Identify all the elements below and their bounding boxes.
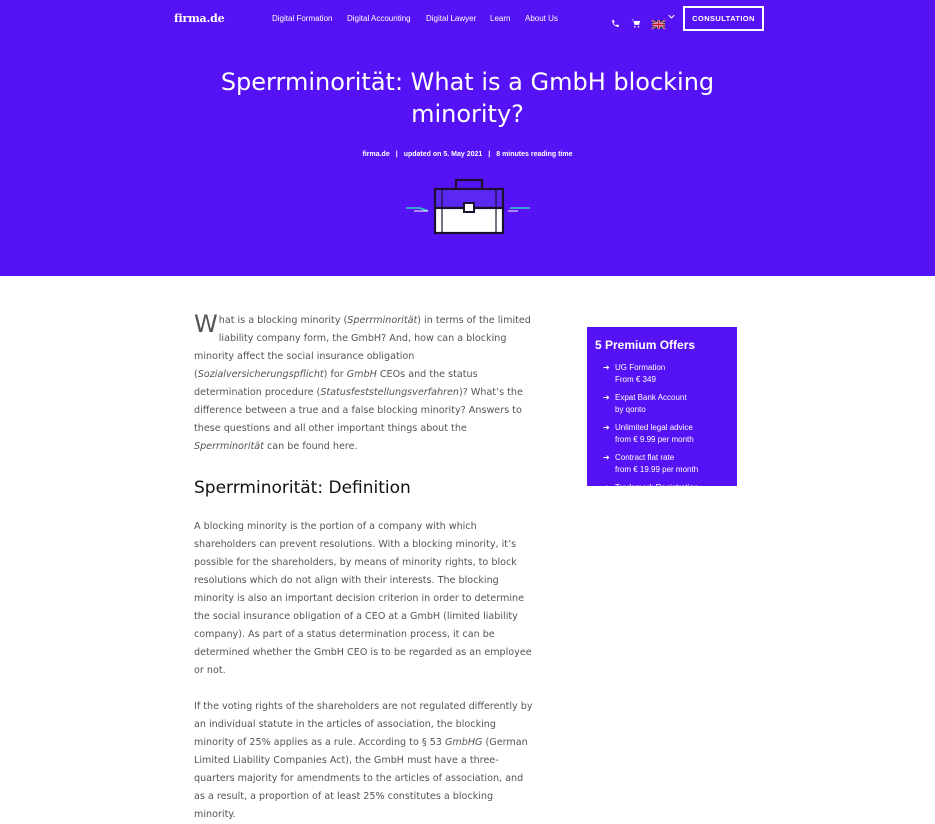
offer-price: by qonto [615, 405, 646, 414]
nav-item-about-us[interactable]: About Us [525, 14, 558, 23]
offer-name: UG Formation [615, 363, 666, 372]
offer-name: Trademark Registration [615, 483, 699, 492]
hero-banner [0, 0, 935, 276]
intro-italic-term: Sozialversicherungspflicht [197, 369, 324, 380]
arrow-right-icon: ➔ [603, 363, 610, 372]
meta-separator: | [395, 151, 398, 158]
meta-author[interactable]: firma.de [362, 151, 390, 158]
intro-text: )? What’s the difference between a true and a false blocking minority? Answers to these questions and all other important things about the [194, 387, 523, 434]
phone-icon[interactable] [611, 13, 620, 32]
consultation-button[interactable]: CONSULTATION [683, 6, 764, 31]
offer-price: From € 349 [615, 375, 656, 384]
article-meta [0, 151, 935, 158]
uk-flag-icon[interactable] [652, 14, 665, 23]
nav-item-digital-accounting[interactable]: Digital Accounting [347, 14, 411, 23]
offer-name: Unlimited legal advice [615, 423, 693, 432]
chevron-down-icon[interactable] [668, 13, 675, 22]
nav-item-learn[interactable]: Learn [490, 14, 511, 23]
intro-text [194, 310, 531, 452]
intro-italic-term: Sperrminorität [194, 441, 264, 452]
offers-title: 5 Premium Offers [595, 338, 696, 352]
intro-text: can be found here. [263, 441, 358, 452]
meta-updated: updated on 5. May 2021 [403, 151, 483, 158]
definition-paragraph: A blocking minority is the portion of a company with which shareholders can prevent resolutions. With a blocking minority, it’s possible for the shareholders, by means of minority rights, to block resolutions which do not align with their interests. The blocking minority is also an important decision criterion in order to determine the social insurance obligation of a CEO at a GmbH (limited liability company). As part of a status determination process, it can be determined whether the GmbH CEO is to be regarded as an employee or not. [194, 521, 532, 676]
intro-italic-term: Sperrminorität [347, 315, 418, 326]
offer-item[interactable] [603, 452, 698, 476]
section-heading: Sperrminorität: Definition [194, 478, 411, 498]
offer-item[interactable] [603, 422, 694, 446]
meta-reading-time: 8 minutes reading time [496, 151, 573, 158]
arrow-right-icon: ➔ [603, 483, 610, 492]
nav-item-digital-lawyer[interactable]: Digital Lawyer [426, 14, 477, 23]
intro-text: ) for [323, 369, 347, 380]
article-body [194, 312, 534, 824]
para-text: If the voting rights of the shareholders are not regulated differently by an individual statute in the articles of association, the blocking minority of 25% applies as a rule. According to § 53 [194, 701, 533, 748]
para-italic-term: GmbHG [444, 737, 483, 748]
intro-text: hat is a blocking minority ( [218, 315, 348, 326]
intro-italic-term: GmbH [346, 369, 377, 380]
briefcase-icon [404, 176, 532, 236]
cart-icon[interactable] [631, 13, 641, 32]
para-text: (German Limited Liability Companies Act), the GmbH must have a three-quarters majority for amendments to the articles of association, and as a result, a proportion of at least 25% constitutes a blocking minority. [194, 737, 528, 820]
offer-item[interactable] [603, 362, 665, 386]
voting-rights-paragraph [194, 698, 534, 824]
offer-price: from € 9.99 per month [615, 435, 694, 444]
intro-text: CEOs and the status determination procedure ( [194, 369, 478, 398]
premium-offers-box [587, 327, 737, 492]
logo[interactable]: firma.de [174, 12, 225, 25]
page-title: Sperrminorität: What is a GmbH blocking minority? [220, 68, 715, 128]
intro-text: ) in terms of the limited liability company form, the GmbH? And, how can a blocking minority affect the social insurance obligation ( [194, 315, 531, 380]
arrow-right-icon: ➔ [603, 423, 610, 432]
offer-item[interactable] [603, 392, 687, 416]
offer-item[interactable] [603, 482, 698, 494]
arrow-right-icon: ➔ [603, 393, 610, 402]
offer-name: Expat Bank Account [615, 393, 687, 402]
offer-price: from € 19.99 per month [615, 465, 699, 474]
intro-paragraph [194, 312, 534, 456]
meta-separator: | [488, 151, 491, 158]
offer-name: Contract flat rate [615, 453, 675, 462]
nav-item-digital-formation[interactable]: Digital Formation [272, 14, 333, 23]
drop-cap: W [194, 310, 218, 338]
arrow-right-icon: ➔ [603, 453, 610, 462]
intro-italic-term: Statusfeststellungsverfahren [320, 387, 459, 398]
